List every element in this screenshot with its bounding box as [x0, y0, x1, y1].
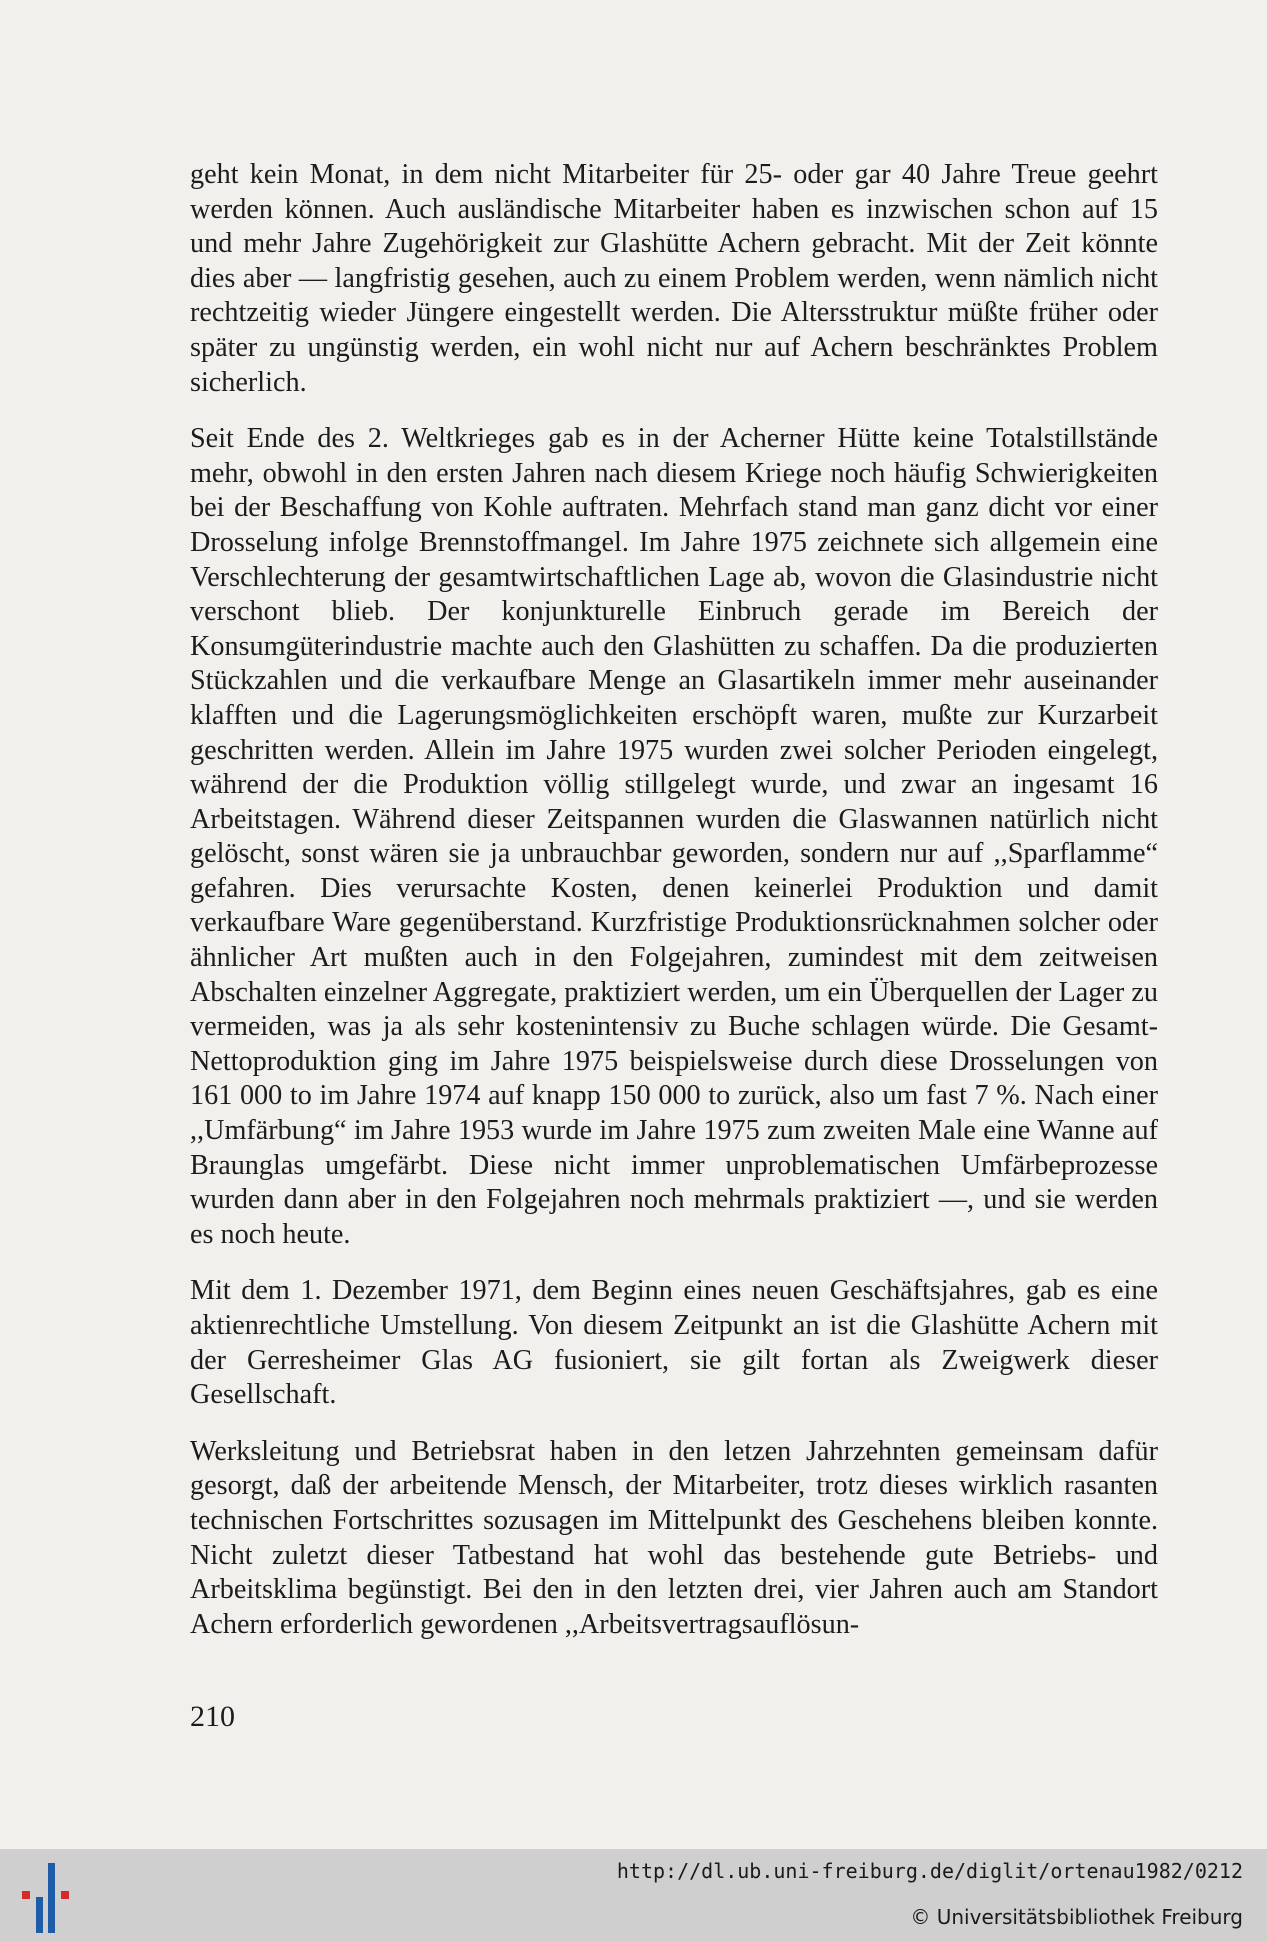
paragraph: geht kein Monat, in dem nicht Mitarbeiter für 25- oder gar 40 Jahre Treue geehrt werden können. Auch ausländische Mitarbeiter haben es inzwischen schon auf 15 und mehr Jahre Zugehörigkeit zur Glashütte Achern gebracht. Mit der Zeit könnte dies aber — langfristig gesehen, auch zu einem Problem werden, wenn nämlich nicht rechtzeitig wieder Jüngere eingestellt werden. Die Altersstruktur müßte früher oder später zu ungünstig werden, ein wohl nicht nur auf Achern beschränktes Problem sicherlich. [190, 159, 1158, 398]
page-number: 210 [190, 1700, 235, 1733]
footer-copyright: © Universitätsbibliothek Freiburg [910, 1905, 1243, 1929]
footer-bar [0, 1849, 1267, 1941]
library-logo-icon [18, 1857, 82, 1937]
footer-url-link[interactable]: http://dl.ub.uni-freiburg.de/diglit/ortenau1982/0212 [616, 1859, 1243, 1883]
paragraph: Mit dem 1. Dezember 1971, dem Beginn eines neuen Geschäftsjahres, gab es eine aktienrechtliche Umstellung. Von diesem Zeitpunkt an ist die Glashütte Achern mit der Gerresheimer Glas AG fusioniert, sie gilt fortan als Zweigwerk dieser Gesellschaft. [190, 1275, 1158, 1411]
paragraph: Seit Ende des 2. Weltkrieges gab es in der Acherner Hütte keine Totalstillstände mehr, obwohl in den ersten Jahren nach diesem Kriege noch häufig Schwierigkeiten bei der Beschaffung von Kohle auftraten. Mehrfach stand man ganz dicht vor einer Drosselung infolge Brennstoffmangel. Im Jahre 1975 zeichnete sich allgemein eine Verschlechterung der gesamtwirtschaftlichen Lage ab, wovon die Glasindustrie nicht verschont blieb. Der konjunkturelle Einbruch gerade im Bereich der Konsumgüterindustrie machte auch den Glashütten zu schaffen. Da die produzierten Stückzahlen und die verkaufbare Menge an Glasartikeln immer mehr auseinander klafften und die Lagerungsmöglichkeiten erschöpft waren, mußte zur Kurzarbeit geschritten werden. Allein im Jahre 1975 wurden zwei solcher Perioden eingelegt, während der die Produktion völlig stillgelegt wurde, und zwar an ingesamt 16 Arbeitstagen. Während dieser Zeitspannen wurden die Glaswannen natürlich nicht gelöscht, sonst wären sie ja unbrauchbar geworden, sondern nur auf ,,Sparflamme“ gefahren. Dies verursachte Kosten, denen keinerlei Produktion und damit verkaufbare Ware gegenüberstand. Kurzfristige Produktionsrücknahmen solcher oder ähnlicher Art mußten auch in den Folgejahren, zumindest mit dem zeitweisen Abschalten einzelner Aggregate, praktiziert werden, um ein Überquellen der Lager zu vermeiden, was ja als sehr kostenintensiv zu Buche schlagen würde. Die Gesamt-Nettoproduktion ging im Jahre 1975 beispielsweise durch diese Drosselungen von 161 000 to im Jahre 1974 auf knapp 150 000 to zurück, also um fast 7 %. Nach einer ,,Umfärbung“ im Jahre 1953 wurde im Jahre 1975 zum zweiten Male eine Wanne auf Braunglas umgefärbt. Diese nicht immer unproblematischen Umfärbeprozesse wurden dann aber in den Folgejahren noch mehrmals praktiziert —, und sie werden es noch heute. [190, 423, 1158, 1250]
body-text [190, 158, 1158, 1664]
paragraph: Werksleitung und Betriebsrat haben in den letzen Jahrzehnten gemeinsam dafür gesorgt, daß der arbeitende Mensch, der Mitarbeiter, trotz dieses wirklich rasanten technischen Fortschrittes sozusagen im Mittelpunkt des Geschehens bleiben konnte. Nicht zuletzt dieser Tatbestand hat wohl das bestehende gute Betriebs- und Arbeitsklima begünstigt. Bei den in den letzten drei, vier Jahren auch am Standort Achern erforderlich gewordenen ,,Arbeitsvertragsauflösun- [190, 1435, 1158, 1640]
